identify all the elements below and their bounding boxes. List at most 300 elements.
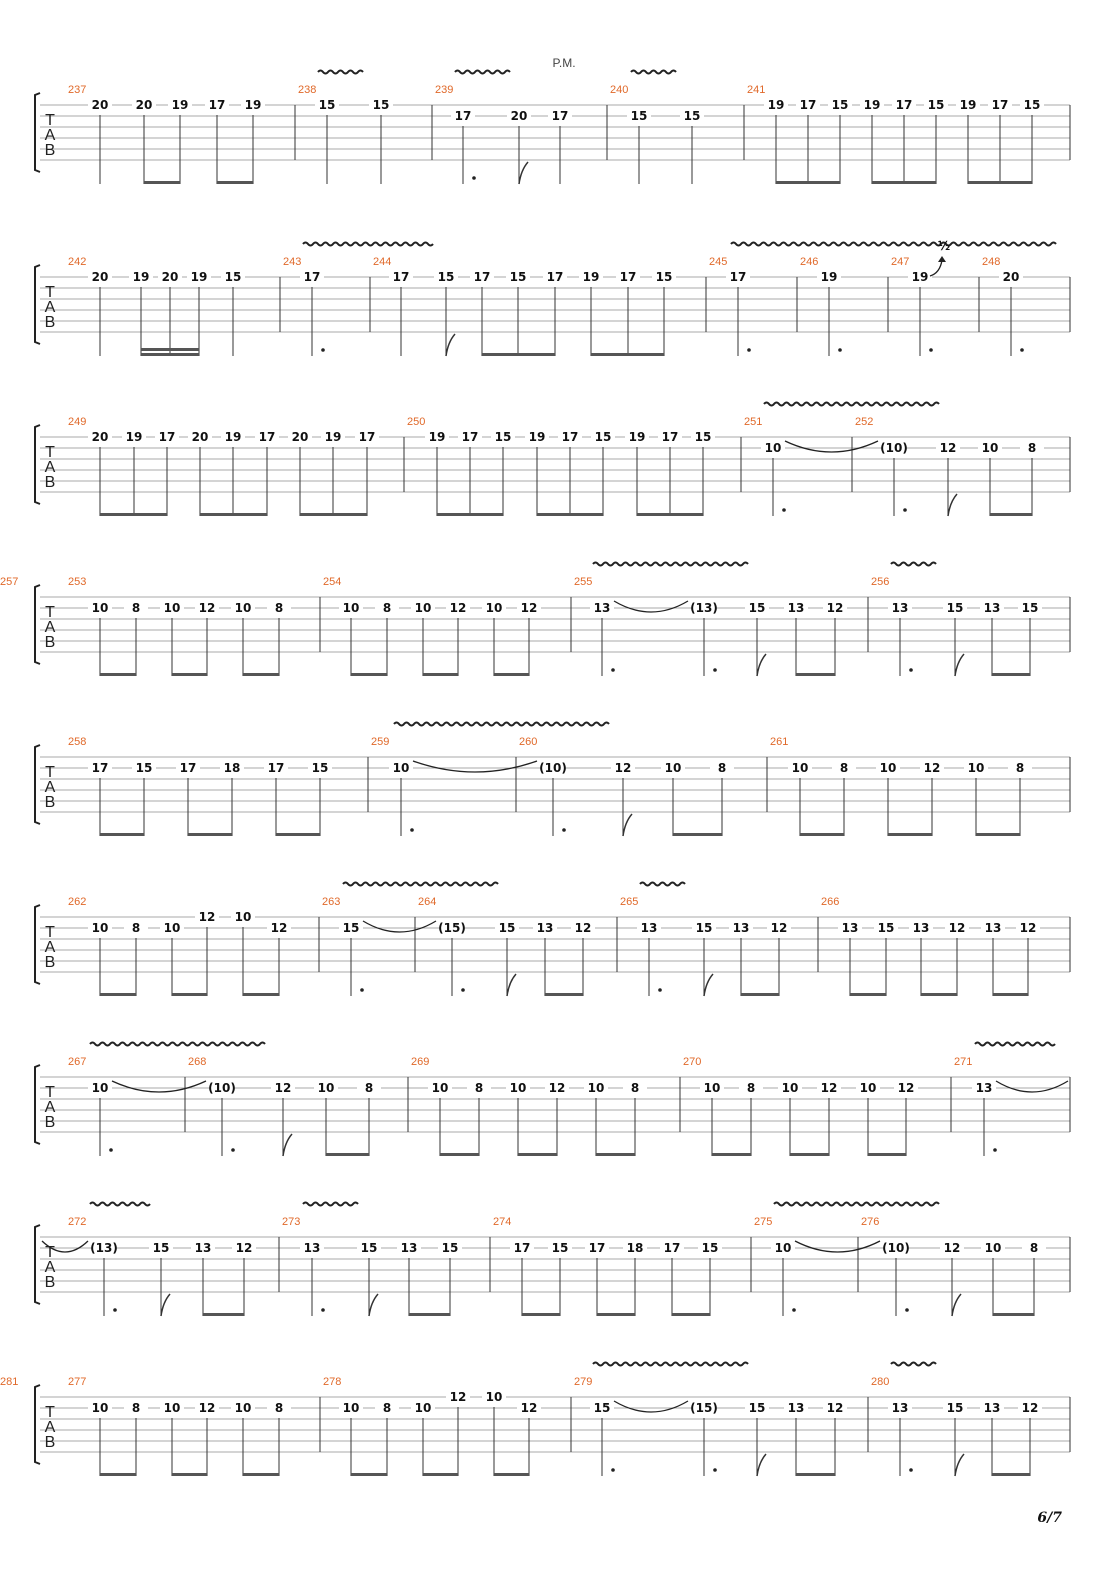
system-bracket <box>35 585 40 664</box>
fret-number: 10 <box>91 1081 109 1095</box>
dotted-rhythm-dot <box>909 668 913 672</box>
system-bracket <box>35 265 40 344</box>
measure-number: 266 <box>821 896 840 908</box>
eighth-flag <box>283 1134 292 1156</box>
fret-number: 17 <box>799 98 817 112</box>
dotted-rhythm-dot <box>410 828 414 832</box>
dotted-rhythm-dot <box>472 176 476 180</box>
measure-number: 249 <box>68 416 87 428</box>
eighth-flag <box>757 1454 766 1476</box>
fret-number: 15 <box>342 921 360 935</box>
beam <box>518 1153 557 1156</box>
tab-clef-letter: A <box>44 127 56 144</box>
beam <box>545 993 583 996</box>
fret-number: 15 <box>630 109 648 123</box>
beam <box>992 1473 1030 1476</box>
fret-number: 20 <box>91 270 109 284</box>
palm-mute-label: P.M. <box>552 56 576 70</box>
fret-number: 10 <box>791 761 809 775</box>
fret-number: 10 <box>981 441 999 455</box>
fret-number: 17 <box>91 761 109 775</box>
dotted-rhythm-dot <box>909 1468 913 1472</box>
tab-clef-letter: B <box>44 1434 56 1451</box>
dotted-rhythm-dot <box>929 348 933 352</box>
dotted-rhythm-dot <box>713 668 717 672</box>
fret-number: 13 <box>983 601 1001 615</box>
tab-clef-letter: B <box>44 314 56 331</box>
fret-number: 15 <box>748 601 766 615</box>
measure-number: 258 <box>68 736 87 748</box>
beam <box>790 1153 829 1156</box>
measure-number: 251 <box>744 416 763 428</box>
tab-clef-letter: A <box>44 939 56 956</box>
dotted-rhythm-dot <box>360 988 364 992</box>
fret-number: 10 <box>967 761 985 775</box>
fret-number: 19 <box>171 98 189 112</box>
fret-number: 10 <box>859 1081 877 1095</box>
fret-number: 8 <box>364 1081 374 1095</box>
fret-number: 12 <box>548 1081 566 1095</box>
fret-number: 17 <box>588 1241 606 1255</box>
beam <box>796 1473 835 1476</box>
tab-clef-letter: B <box>44 954 56 971</box>
eighth-flag <box>955 654 964 676</box>
fret-number: 10 <box>163 1401 181 1415</box>
measure-number: 271 <box>954 1056 973 1068</box>
system-1 <box>35 93 1070 184</box>
measure-number: 272 <box>68 1216 87 1228</box>
system-bracket <box>35 905 40 984</box>
beam <box>172 993 207 996</box>
fret-number: 12 <box>614 761 632 775</box>
beam <box>522 1313 560 1316</box>
measure-number: 274 <box>493 1216 512 1228</box>
eighth-flag <box>623 814 632 836</box>
fret-number: 12 <box>235 1241 253 1255</box>
tab-clef-letter: T <box>45 1404 55 1421</box>
fret-number: 8 <box>382 601 392 615</box>
fret-number: 19 <box>125 430 143 444</box>
fret-number: 20 <box>510 109 528 123</box>
fret-number: 19 <box>190 270 208 284</box>
fret-number: 17 <box>661 430 679 444</box>
tab-clef-letter: T <box>45 1244 55 1261</box>
beam <box>712 1153 751 1156</box>
fret-number: 12 <box>923 761 941 775</box>
fret-number: 10 <box>764 441 782 455</box>
tab-clef-letter: A <box>44 619 56 636</box>
measure-number: 242 <box>68 256 87 268</box>
fret-number: 12 <box>449 601 467 615</box>
measure-number: 254 <box>323 576 342 588</box>
fret-number: 15 <box>224 270 242 284</box>
beam <box>494 673 529 676</box>
dotted-rhythm-dot <box>113 1308 117 1312</box>
eighth-flag <box>369 1294 378 1316</box>
beam <box>217 181 253 184</box>
fret-number: 15 <box>748 1401 766 1415</box>
fret-number: 12 <box>520 1401 538 1415</box>
half-bend-label: ½ <box>937 239 951 253</box>
fret-number: (10) <box>539 761 567 775</box>
fret-number: 13 <box>891 601 909 615</box>
beam <box>597 1313 635 1316</box>
eighth-flag <box>161 1294 170 1316</box>
fret-number: 10 <box>342 1401 360 1415</box>
beam <box>673 833 722 836</box>
system-9 <box>35 1385 1070 1476</box>
tie <box>614 601 688 612</box>
fret-number: 12 <box>574 921 592 935</box>
vibrato-wavy-line <box>593 1363 748 1366</box>
fret-number: 10 <box>431 1081 449 1095</box>
beam <box>100 1473 136 1476</box>
eighth-flag <box>519 162 528 184</box>
fret-number: 13 <box>303 1241 321 1255</box>
fret-number: 13 <box>536 921 554 935</box>
measure-number: 275 <box>754 1216 773 1228</box>
fret-number: 15 <box>694 430 712 444</box>
measure-number: 281 <box>0 1376 19 1388</box>
fret-number: 19 <box>628 430 646 444</box>
tie <box>413 761 537 772</box>
tab-clef-letter: T <box>45 284 55 301</box>
dotted-rhythm-dot <box>658 988 662 992</box>
fret-number: 17 <box>473 270 491 284</box>
system-3 <box>35 425 1070 516</box>
tab-clef-letter: A <box>44 1099 56 1116</box>
fret-number: 17 <box>208 98 226 112</box>
beam <box>440 1153 479 1156</box>
beam <box>850 993 886 996</box>
measure-number: 256 <box>871 576 890 588</box>
fret-number: 19 <box>959 98 977 112</box>
measure-number: 243 <box>283 256 302 268</box>
eighth-flag <box>948 494 957 516</box>
fret-number: 12 <box>1019 921 1037 935</box>
fret-number: 8 <box>131 601 141 615</box>
fret-number: 19 <box>767 98 785 112</box>
fret-number: 19 <box>863 98 881 112</box>
fret-number: 10 <box>664 761 682 775</box>
fret-number: 12 <box>198 910 216 924</box>
beam <box>141 348 199 351</box>
measure-number: 245 <box>709 256 728 268</box>
beam <box>776 181 840 184</box>
tie <box>363 921 436 932</box>
fret-number: 10 <box>587 1081 605 1095</box>
fret-number: 18 <box>626 1241 644 1255</box>
fret-number: 12 <box>948 921 966 935</box>
beam <box>200 513 267 516</box>
tab-clef-letter: A <box>44 459 56 476</box>
beam <box>591 353 664 356</box>
fret-number: (13) <box>90 1241 118 1255</box>
tab-clef-letter: B <box>44 142 56 159</box>
beam <box>100 673 136 676</box>
fret-number: 8 <box>746 1081 756 1095</box>
tie <box>614 1401 688 1412</box>
fret-number: 13 <box>732 921 750 935</box>
fret-number: 13 <box>787 1401 805 1415</box>
measure-number: 260 <box>519 736 538 748</box>
system-4 <box>35 585 1070 676</box>
fret-number: 17 <box>991 98 1009 112</box>
measure-number: 244 <box>373 256 392 268</box>
dotted-rhythm-dot <box>713 1468 717 1472</box>
fret-number: 10 <box>91 1401 109 1415</box>
beam <box>203 1313 244 1316</box>
beam <box>243 1473 279 1476</box>
fret-number: 15 <box>318 98 336 112</box>
measure-number: 252 <box>855 416 874 428</box>
fret-number: 10 <box>91 601 109 615</box>
tab-clef-letter: A <box>44 779 56 796</box>
eighth-flag <box>704 974 713 996</box>
vibrato-wavy-line <box>891 1363 936 1366</box>
vibrato-wavy-line <box>318 71 363 74</box>
vibrato-wavy-line <box>455 71 510 74</box>
fret-number: 8 <box>839 761 849 775</box>
beam <box>172 673 207 676</box>
tab-clef-letter: T <box>45 924 55 941</box>
fret-number: 15 <box>1023 98 1041 112</box>
fret-number: 15 <box>877 921 895 935</box>
fret-number: 19 <box>132 270 150 284</box>
fret-number: 13 <box>194 1241 212 1255</box>
measure-number: 241 <box>747 84 766 96</box>
measure-number: 262 <box>68 896 87 908</box>
measure-number: 246 <box>800 256 819 268</box>
measure-number: 253 <box>68 576 87 588</box>
fret-number: (10) <box>880 441 908 455</box>
fret-number: 17 <box>513 1241 531 1255</box>
fret-number: 15 <box>494 430 512 444</box>
tab-clef-letter: T <box>45 112 55 129</box>
fret-number: 15 <box>593 1401 611 1415</box>
beam <box>144 181 180 184</box>
fret-number: 15 <box>152 1241 170 1255</box>
fret-number: 13 <box>984 921 1002 935</box>
measure-number: 280 <box>871 1376 890 1388</box>
tab-clef-letter: B <box>44 794 56 811</box>
fret-number: (10) <box>882 1241 910 1255</box>
measure-number: 276 <box>861 1216 880 1228</box>
fret-number: 15 <box>701 1241 719 1255</box>
tab-clef-letter: T <box>45 444 55 461</box>
fret-number: 12 <box>1021 1401 1039 1415</box>
dotted-rhythm-dot <box>562 828 566 832</box>
beam <box>437 513 503 516</box>
dotted-rhythm-dot <box>109 1148 113 1152</box>
fret-number: (15) <box>690 1401 718 1415</box>
eighth-flag <box>757 654 766 676</box>
system-bracket <box>35 93 40 172</box>
system-7 <box>35 1065 1070 1156</box>
fret-number: 13 <box>912 921 930 935</box>
fret-number: 19 <box>820 270 838 284</box>
fret-number: 10 <box>91 921 109 935</box>
fret-number: 18 <box>223 761 241 775</box>
beam <box>992 673 1030 676</box>
dotted-rhythm-dot <box>993 1148 997 1152</box>
measure-number: 279 <box>574 1376 593 1388</box>
vibrato-wavy-line <box>90 1043 265 1046</box>
fret-number: 13 <box>891 1401 909 1415</box>
vibrato-wavy-line <box>593 563 748 566</box>
tab-clef-letter: T <box>45 1084 55 1101</box>
dotted-rhythm-dot <box>903 508 907 512</box>
fret-number: 10 <box>163 601 181 615</box>
fret-number: 10 <box>234 910 252 924</box>
fret-number: (10) <box>208 1081 236 1095</box>
fret-number: 13 <box>400 1241 418 1255</box>
fret-number: 8 <box>1015 761 1025 775</box>
tab-clef-letter: A <box>44 299 56 316</box>
dotted-rhythm-dot <box>905 1308 909 1312</box>
fret-number: 20 <box>135 98 153 112</box>
fret-number: 12 <box>897 1081 915 1095</box>
beam <box>494 1473 529 1476</box>
fret-number: 13 <box>787 601 805 615</box>
beam <box>409 1313 450 1316</box>
fret-number: 17 <box>358 430 376 444</box>
fret-number: 17 <box>895 98 913 112</box>
fret-number: 19 <box>582 270 600 284</box>
fret-number: 17 <box>729 270 747 284</box>
fret-number: 15 <box>551 1241 569 1255</box>
fret-number: 8 <box>474 1081 484 1095</box>
measure-number: 263 <box>322 896 341 908</box>
beam <box>100 513 167 516</box>
measure-number: 277 <box>68 1376 87 1388</box>
fret-number: 12 <box>520 601 538 615</box>
fret-number: 8 <box>630 1081 640 1095</box>
system-bracket <box>35 745 40 824</box>
measure-number: 237 <box>68 84 87 96</box>
fret-number: 10 <box>414 1401 432 1415</box>
fret-number: 13 <box>983 1401 1001 1415</box>
fret-number: 8 <box>717 761 727 775</box>
fret-number: 17 <box>619 270 637 284</box>
tab-clef-letter: T <box>45 764 55 781</box>
measure-number: 265 <box>620 896 639 908</box>
fret-number: 15 <box>946 1401 964 1415</box>
measure-number: 250 <box>407 416 426 428</box>
fret-number: 12 <box>270 921 288 935</box>
measure-number: 261 <box>770 736 789 748</box>
fret-number: 19 <box>324 430 342 444</box>
fret-number: 15 <box>311 761 329 775</box>
fret-number: 10 <box>984 1241 1002 1255</box>
beam <box>326 1153 369 1156</box>
fret-number: 15 <box>135 761 153 775</box>
fret-number: 8 <box>131 921 141 935</box>
fret-number: 20 <box>1002 270 1020 284</box>
tab-clef-letter: B <box>44 1274 56 1291</box>
fret-number: 10 <box>485 601 503 615</box>
system-bracket <box>35 1065 40 1144</box>
fret-number: 13 <box>593 601 611 615</box>
vibrato-wavy-line <box>394 723 609 726</box>
beam <box>993 1313 1034 1316</box>
dotted-rhythm-dot <box>747 348 751 352</box>
tie <box>785 441 878 452</box>
beam <box>990 513 1032 516</box>
beam <box>872 181 936 184</box>
fret-number: 15 <box>594 430 612 444</box>
fret-number: 10 <box>163 921 181 935</box>
tab-clef-letter: B <box>44 1114 56 1131</box>
fret-number: 13 <box>841 921 859 935</box>
measure-number: 268 <box>188 1056 207 1068</box>
fret-number: 17 <box>267 761 285 775</box>
eighth-flag <box>955 1454 964 1476</box>
fret-number: 19 <box>428 430 446 444</box>
beam <box>188 833 232 836</box>
fret-number: 12 <box>826 1401 844 1415</box>
fret-number: 15 <box>655 270 673 284</box>
fret-number: (13) <box>690 601 718 615</box>
eighth-flag <box>952 1294 961 1316</box>
measure-number: 248 <box>982 256 1001 268</box>
fret-number: 20 <box>191 430 209 444</box>
dotted-rhythm-dot <box>611 1468 615 1472</box>
fret-number: 20 <box>91 98 109 112</box>
system-8 <box>35 1225 1070 1316</box>
fret-number: 15 <box>360 1241 378 1255</box>
tab-clef-letter: A <box>44 1259 56 1276</box>
fret-number: 12 <box>449 1390 467 1404</box>
measure-number: 269 <box>411 1056 430 1068</box>
fret-number: 17 <box>663 1241 681 1255</box>
fret-number: 10 <box>774 1241 792 1255</box>
fret-number: 8 <box>274 1401 284 1415</box>
fret-number: 17 <box>179 761 197 775</box>
beam <box>537 513 603 516</box>
dotted-rhythm-dot <box>838 348 842 352</box>
fret-number: 17 <box>546 270 564 284</box>
system-6 <box>35 905 1070 996</box>
vibrato-wavy-line <box>343 883 498 886</box>
beam <box>741 993 779 996</box>
fret-number: 10 <box>703 1081 721 1095</box>
fret-number: 10 <box>485 1390 503 1404</box>
measure-number: 273 <box>282 1216 301 1228</box>
fret-number: 15 <box>946 601 964 615</box>
tie <box>795 1241 880 1252</box>
vibrato-wavy-line <box>774 1203 939 1206</box>
fret-number: 10 <box>234 601 252 615</box>
system-5 <box>35 745 1070 836</box>
fret-number: 13 <box>975 1081 993 1095</box>
beam <box>100 993 136 996</box>
fret-number: 15 <box>1021 601 1039 615</box>
dotted-rhythm-dot <box>321 348 325 352</box>
vibrato-wavy-line <box>303 1203 358 1206</box>
fret-number: 17 <box>258 430 276 444</box>
fret-number: 20 <box>91 430 109 444</box>
measure-number: 264 <box>418 896 437 908</box>
measure-number: 267 <box>68 1056 87 1068</box>
beam <box>141 353 199 356</box>
beam <box>672 1313 710 1316</box>
fret-number: 12 <box>198 601 216 615</box>
fret-number: 15 <box>509 270 527 284</box>
beam <box>888 833 932 836</box>
fret-number: 12 <box>939 441 957 455</box>
dotted-rhythm-dot <box>792 1308 796 1312</box>
